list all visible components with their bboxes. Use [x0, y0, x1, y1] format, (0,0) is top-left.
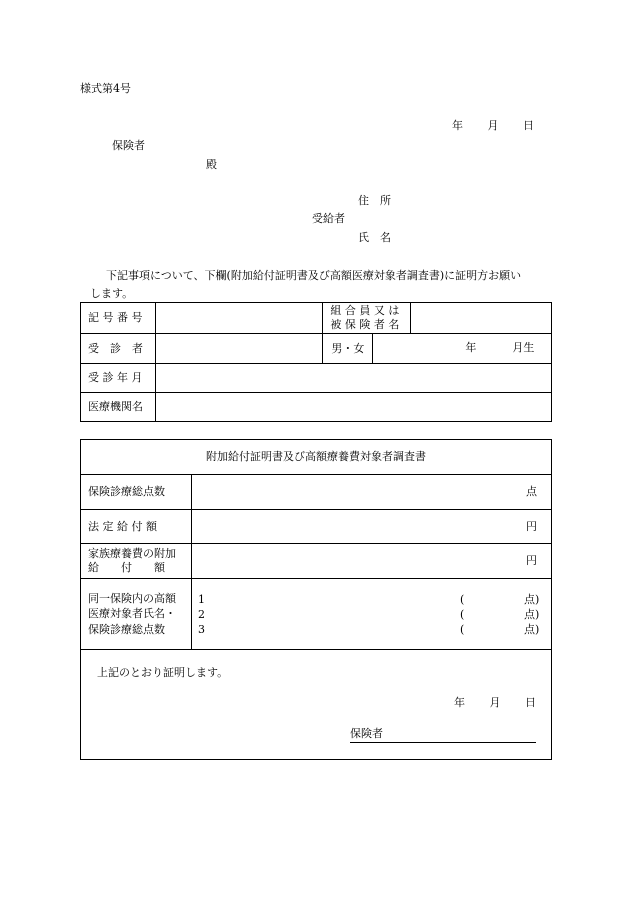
table-row: [81, 334, 552, 364]
certification-cell: [81, 650, 552, 760]
entry-number: 1: [197, 592, 205, 606]
day-label: 日: [523, 119, 534, 132]
request-line-2: します。: [90, 287, 134, 300]
member-label-line2: 被 保 険 者 名: [330, 318, 400, 331]
legal-benefit-label: 法 定 給 付 額: [81, 510, 192, 544]
entry-open-paren: (: [459, 607, 465, 621]
family-benefit-line2: 給 付 額: [88, 561, 165, 574]
table-row: [81, 475, 552, 510]
table-row: [81, 393, 552, 422]
entry-number: 3: [197, 622, 205, 636]
yen-unit: 円: [526, 554, 537, 568]
visit-month-value[interactable]: [155, 364, 551, 393]
entry-points-close: 点): [523, 622, 540, 636]
sex-field[interactable]: 男・女: [323, 334, 373, 364]
entry-number: 2: [197, 607, 205, 621]
table-row: [81, 579, 552, 650]
insurer-signature-label: 保険者: [350, 727, 383, 740]
member-label: [323, 303, 411, 333]
points-unit: 点: [526, 485, 537, 499]
entry-open-paren: (: [459, 622, 465, 636]
request-line-1: 下記事項について、下欄(附加給付証明書及び高額医療対象者調査書)に証明方お願い: [106, 269, 522, 282]
total-points-label: 保険診療総点数: [81, 475, 192, 510]
month-label: 月: [487, 119, 499, 132]
member-value[interactable]: [411, 303, 551, 333]
entry-open-paren: (: [459, 592, 465, 606]
list-item[interactable]: [192, 592, 551, 607]
table-row: [81, 364, 552, 393]
member-cell: [323, 303, 552, 334]
certificate-title: 附加給付証明書及び高額療養費対象者調査書: [81, 440, 552, 475]
visit-month-label: 受 診 年 月: [81, 364, 156, 393]
list-item[interactable]: [192, 607, 551, 622]
same-insurance-entries: [191, 579, 551, 650]
total-points-field[interactable]: [191, 475, 551, 510]
family-benefit-field[interactable]: [191, 544, 551, 579]
birth-year-label: 年: [465, 340, 477, 354]
table-row: [81, 303, 552, 334]
table-row: [81, 544, 552, 579]
insurer-label: 保険者: [112, 139, 145, 152]
patient-value[interactable]: [155, 334, 322, 364]
recipient-label: 受給者: [312, 212, 345, 225]
certification-statement: 上記のとおり証明します。: [97, 666, 229, 679]
date-line: [452, 119, 534, 133]
same-insurance-line1: 同一保険内の高額: [88, 591, 176, 605]
family-benefit-line1: 家族療養費の附加: [88, 547, 176, 561]
table-row: [81, 510, 552, 544]
table-row: [81, 440, 552, 475]
table-row: [81, 650, 552, 760]
list-item[interactable]: [192, 622, 551, 637]
certificate-table: [80, 439, 552, 760]
certification-date: [454, 696, 536, 710]
honorific: 殿: [206, 158, 217, 171]
form-number: 様式第4号: [80, 82, 131, 95]
address-label: 住 所: [358, 194, 391, 207]
birth-suffix-label: 月生: [512, 340, 535, 354]
entry-points-close: 点): [523, 607, 540, 621]
legal-benefit-field[interactable]: [191, 510, 551, 544]
year-label: 年: [454, 696, 465, 709]
same-insurance-line2: 医療対象者氏名・: [88, 607, 176, 621]
insurer-signature-line[interactable]: [350, 727, 536, 743]
patient-label: 受 診 者: [81, 334, 156, 364]
day-label: 日: [525, 696, 536, 709]
info-table: [80, 302, 552, 422]
same-insurance-line3: 保険診療総点数: [88, 622, 165, 636]
yen-unit: 円: [526, 519, 537, 533]
institution-value[interactable]: [155, 393, 551, 422]
family-benefit-label: [81, 544, 192, 579]
name-label: 氏 名: [358, 231, 391, 244]
entry-points-close: 点): [523, 592, 540, 606]
year-label: 年: [452, 119, 463, 132]
institution-label: 医療機関名: [81, 393, 156, 422]
birth-date-field[interactable]: [373, 334, 552, 364]
symbol-number-value[interactable]: [155, 303, 322, 334]
symbol-number-label: 記 号 番 号: [81, 303, 156, 334]
month-label: 月: [489, 696, 501, 709]
same-insurance-label: [81, 579, 192, 650]
member-label-line1: 組 合 員 又 は: [330, 303, 400, 317]
